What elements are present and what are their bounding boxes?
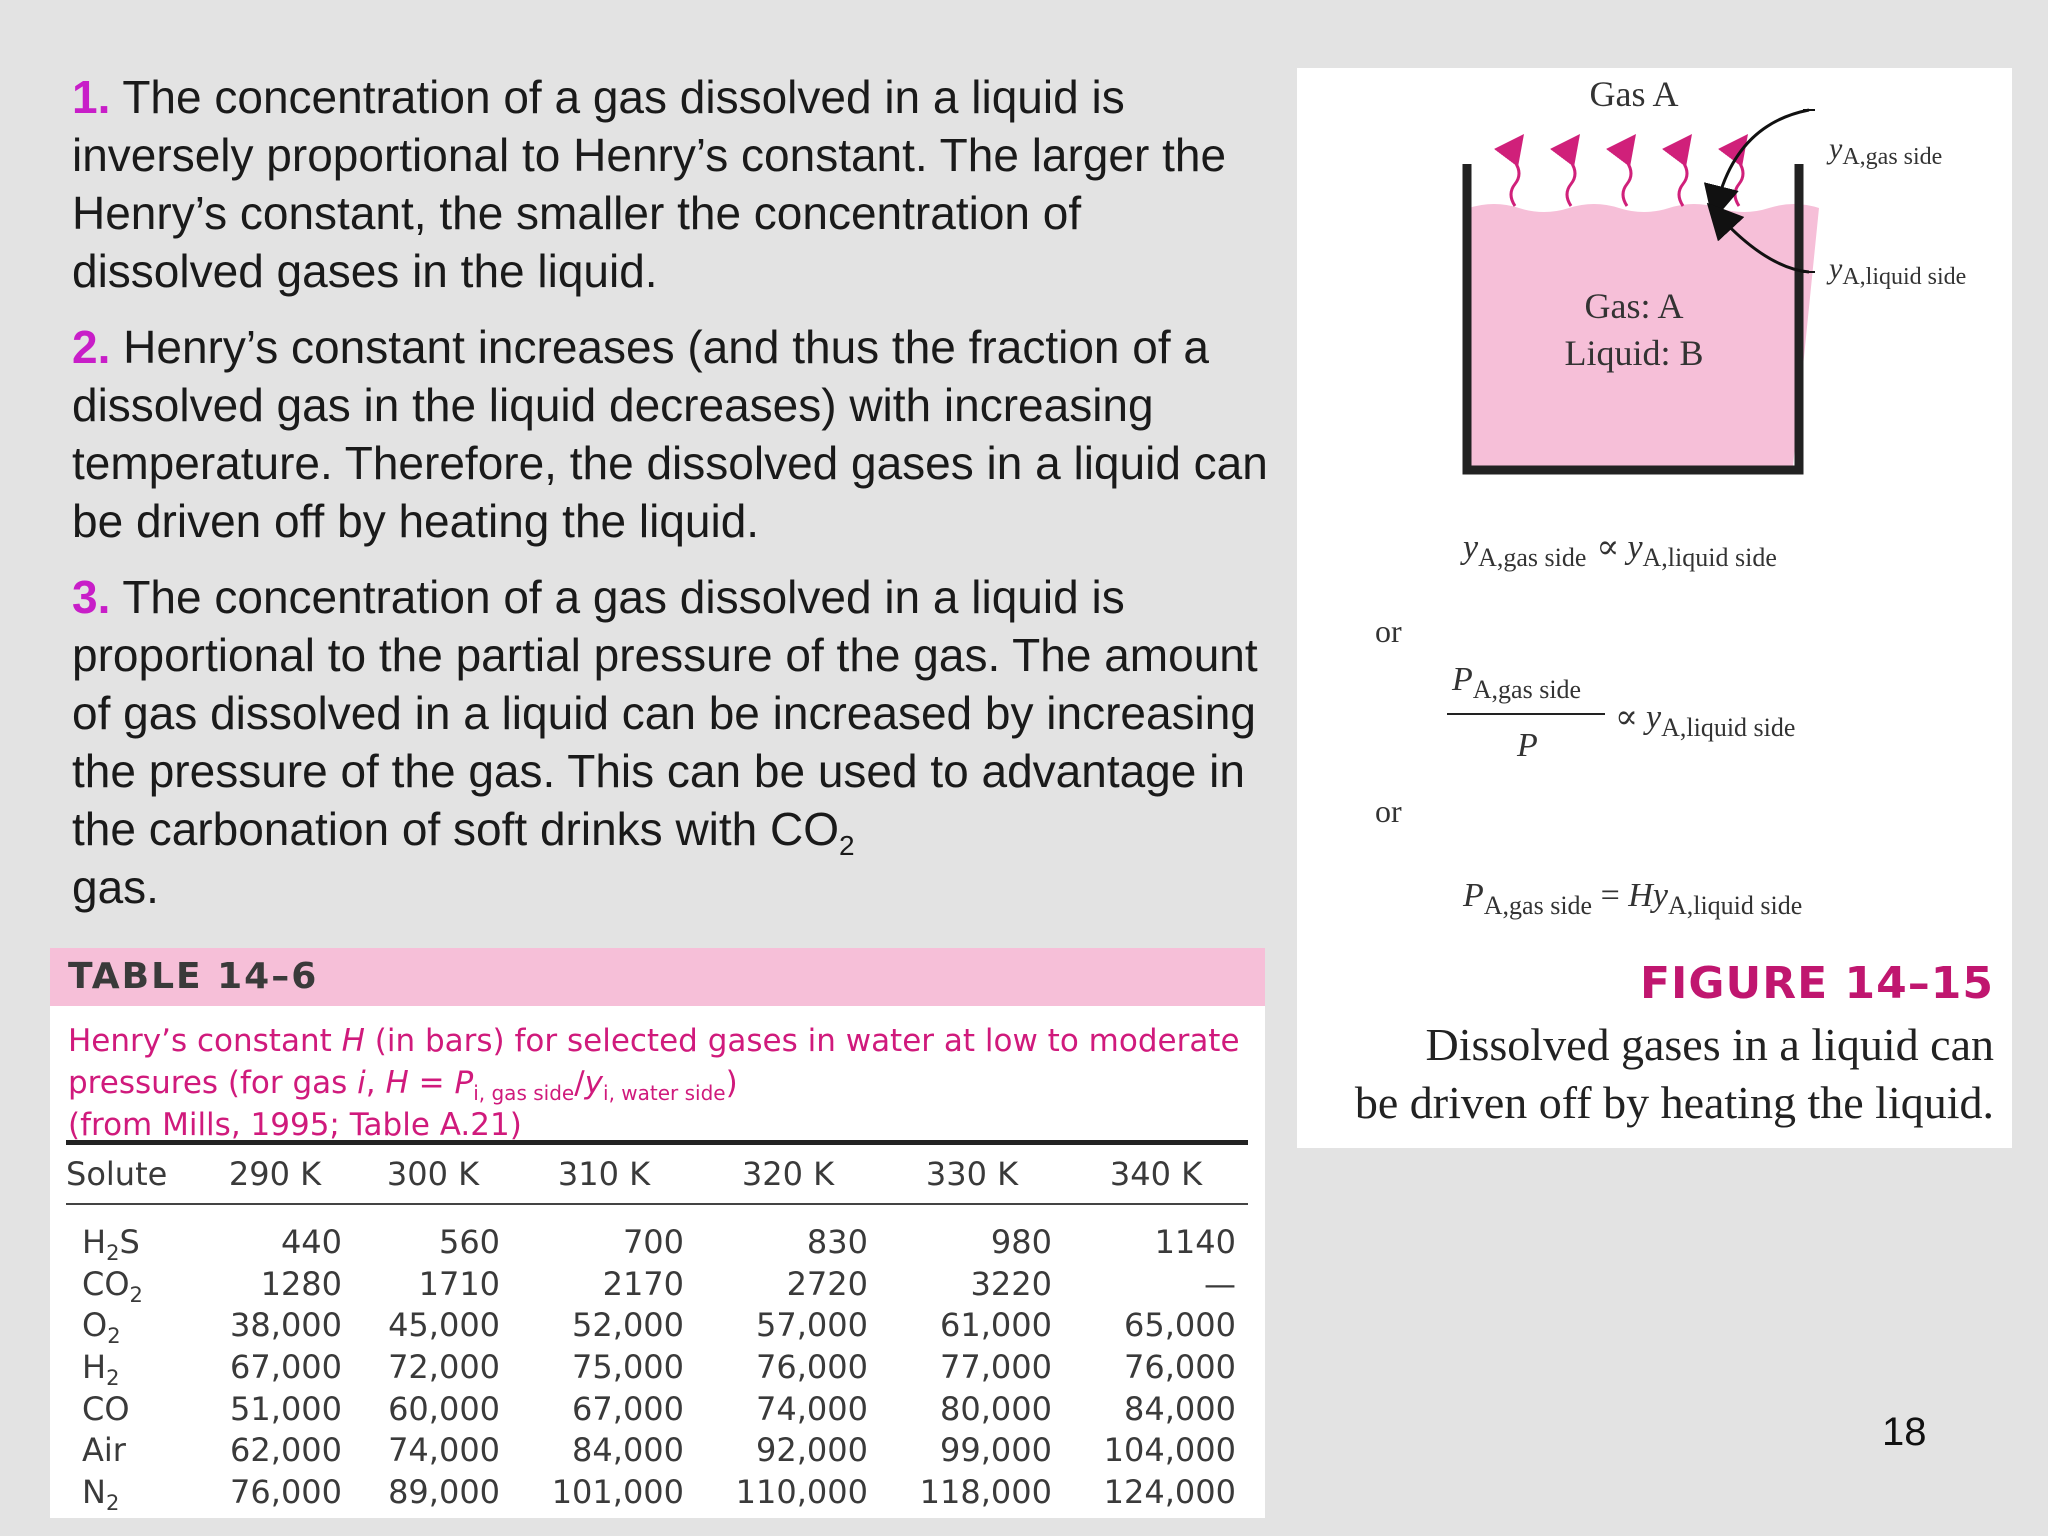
gas-arrow: [1511, 146, 1519, 206]
henry-table-panel: [50, 948, 1265, 1518]
caption-text: Henry’s constant: [68, 1023, 342, 1059]
statement-1: [72, 68, 1272, 300]
gas-side-label: $y_{A,gas side}$: [1829, 132, 1943, 170]
henry-value-cell: 2720: [786, 1264, 868, 1303]
caption-subscript: i, water side: [603, 1081, 726, 1105]
equation-2-numerator: $P_{A,gas side}$: [1452, 661, 1582, 704]
caption-line-1: [68, 1020, 1265, 1062]
figure-caption: [1294, 1016, 1994, 1132]
solute-name: [66, 1471, 196, 1513]
caption-text: /: [574, 1065, 585, 1101]
henry-value-cell: 67,000: [572, 1389, 685, 1428]
table-row: [66, 1204, 1248, 1263]
caption-text: ): [725, 1065, 738, 1101]
henry-value-cell: 61,000: [940, 1306, 1052, 1345]
solute-symbol-tail: S: [119, 1222, 140, 1261]
henry-value-cell: 118,000: [919, 1472, 1052, 1511]
henry-value-cell: 80,000: [940, 1389, 1052, 1428]
henry-value-cell: 76,000: [230, 1472, 343, 1511]
henry-value-cell: 84,000: [1124, 1389, 1236, 1428]
henry-value-cell: 77,000: [940, 1347, 1052, 1386]
henry-value-cell: 980: [990, 1222, 1052, 1261]
figure-title: FIGURE 14–15: [1640, 958, 1994, 1009]
statement-number: 2.: [72, 321, 111, 373]
henry-value-cell: 1710: [418, 1264, 501, 1303]
henry-value-cell: 1280: [260, 1264, 343, 1303]
caption-text: =: [408, 1065, 455, 1101]
henry-value-cell: 38,000: [230, 1306, 343, 1345]
solute-name: [66, 1263, 196, 1305]
henry-value-cell: 75,000: [572, 1347, 685, 1386]
column-header: 310 K: [557, 1155, 651, 1193]
table-row: [66, 1471, 1248, 1513]
statement-2: [72, 318, 1272, 550]
caption-subscript: i, gas side: [473, 1081, 575, 1105]
statement-3: [72, 568, 1272, 916]
column-header: 340 K: [1109, 1155, 1203, 1193]
henry-value-cell: 72,000: [388, 1347, 501, 1386]
table-body: [66, 1204, 1248, 1513]
solute-symbol: H: [82, 1347, 107, 1386]
solute-subscript: 2: [106, 1365, 120, 1390]
figure-panel: [1297, 68, 2012, 1148]
henry-value-cell: —: [1204, 1264, 1236, 1303]
equation-2-denominator: P: [1517, 727, 1538, 764]
henry-value-cell: 830: [806, 1222, 868, 1261]
henry-value-cell: 1140: [1154, 1222, 1236, 1261]
table-caption: [50, 1006, 1265, 1146]
solute-subscript: 2: [106, 1240, 120, 1265]
henry-value-cell: 60,000: [388, 1389, 501, 1428]
caption-text: pressures (for gas: [68, 1065, 358, 1101]
henry-value-cell: 3220: [970, 1264, 1052, 1303]
solute-name: [66, 1304, 196, 1349]
henry-value-cell: 76,000: [1124, 1347, 1236, 1386]
henry-value-cell: 104,000: [1103, 1431, 1236, 1470]
table-row: [66, 1346, 1248, 1388]
gas-arrow: [1679, 146, 1687, 206]
dissolved-gas-diagram: [1297, 68, 2012, 948]
henry-value-cell: 560: [438, 1222, 501, 1261]
solute-subscript: 2: [107, 1324, 121, 1349]
henry-value-cell: 700: [622, 1222, 685, 1261]
table-row: [66, 1388, 1248, 1430]
statement-number: 1.: [72, 71, 111, 123]
solute-symbol: Air: [82, 1431, 126, 1470]
solute-name: [66, 1429, 196, 1471]
henry-value-cell: 65,000: [1124, 1306, 1236, 1345]
caption-line-3: (from Mills, 1995; Table A.21): [68, 1107, 522, 1143]
solute-symbol: N: [82, 1472, 106, 1511]
co2-subscript: 2: [839, 830, 855, 861]
table-row: [66, 1429, 1248, 1471]
henry-value-cell: 101,000: [551, 1472, 685, 1511]
henry-value-cell: 45,000: [388, 1306, 501, 1345]
henry-value-cell: 51,000: [230, 1389, 343, 1428]
statement-text: Henry’s constant increases (and thus the fraction of a dissolved gas in the liquid decreases) with increasing temperature. Therefore, the dissolved gases in a liquid can be driven off by heating the liquid.: [72, 321, 1268, 547]
table-header-row: [66, 1143, 1248, 1205]
column-header: 290 K: [228, 1155, 322, 1193]
solute-name: [66, 1388, 196, 1430]
henry-value-cell: 440: [280, 1222, 343, 1261]
henry-value-cell: 110,000: [735, 1472, 868, 1511]
henry-value-cell: 89,000: [388, 1472, 501, 1511]
henry-value-cell: 74,000: [388, 1431, 501, 1470]
statements: [72, 68, 1272, 934]
column-header: 330 K: [925, 1155, 1019, 1193]
solute-symbol: O: [82, 1306, 108, 1345]
equation-2-rhs: ∝ $y_{A,liquid side}$: [1615, 699, 1796, 742]
henry-value-cell: 67,000: [230, 1347, 343, 1386]
table-row: [66, 1263, 1248, 1305]
equation-3: $P_{A,gas side} = Hy_{A,liquid side}$: [1463, 877, 1803, 920]
or-label: or: [1375, 793, 1402, 829]
caption-text: ,: [365, 1065, 386, 1101]
solute-name: [66, 1346, 196, 1388]
henry-constant-table: [66, 1140, 1248, 1513]
caption-variable: i: [357, 1065, 366, 1101]
statement-tail: gas.: [72, 861, 159, 913]
henry-value-cell: 99,000: [940, 1431, 1052, 1470]
container-label-gas: Gas: A: [1584, 286, 1684, 326]
column-header: 320 K: [741, 1155, 835, 1193]
gas-a-label: Gas A: [1589, 74, 1679, 114]
figure-caption-line-2: be driven off by heating the liquid.: [1354, 1077, 1994, 1128]
henry-value-cell: 74,000: [756, 1389, 868, 1428]
column-header: Solute: [66, 1155, 168, 1193]
henry-value-cell: 124,000: [1103, 1472, 1236, 1511]
solute-subscript: 2: [105, 1490, 120, 1515]
solute-name: [66, 1204, 196, 1263]
solute-symbol: CO: [82, 1389, 130, 1428]
container-label-liquid: Liquid: B: [1564, 333, 1704, 373]
solute-symbol: CO: [82, 1264, 130, 1303]
caption-variable: H: [341, 1023, 365, 1059]
gas-arrow: [1623, 146, 1631, 206]
column-header: 300 K: [386, 1155, 480, 1193]
henry-value-cell: 57,000: [756, 1306, 868, 1345]
caption-variable: y: [584, 1065, 604, 1101]
equation-1: $y_{A,gas side} \propto y_{A,liquid side}$: [1463, 529, 1777, 572]
liquid-side-label: $y_{A,liquid side}$: [1829, 252, 1967, 290]
gas-arrow: [1567, 146, 1575, 206]
henry-value-cell: 52,000: [572, 1306, 685, 1345]
or-label: or: [1375, 613, 1402, 649]
caption-line-2: [68, 1062, 1265, 1104]
statement-text: The concentration of a gas dissolved in a liquid is inversely proportional to Henry’s constant. The larger the Henry’s constant, the smaller the concentration of dissolved gases in the liquid.: [72, 71, 1227, 297]
table-row: [66, 1304, 1248, 1346]
caption-text: (in bars) for selected gases in water at low to moderate: [364, 1023, 1240, 1059]
henry-value-cell: 2170: [602, 1264, 685, 1303]
escaping-gas-arrows: [1511, 146, 1743, 206]
henry-value-cell: 62,000: [230, 1431, 343, 1470]
figure-caption-line-1: Dissolved gases in a liquid can: [1425, 1019, 1994, 1070]
henry-value-cell: 84,000: [572, 1431, 685, 1470]
henry-value-cell: 92,000: [756, 1431, 868, 1470]
table-heading: TABLE 14–6: [50, 948, 1265, 1006]
caption-variable: H: [385, 1065, 409, 1101]
slide-number: 18: [1882, 1410, 1927, 1454]
henry-value-cell: 76,000: [756, 1347, 868, 1386]
statement-text: The concentration of a gas dissolved in a liquid is proportional to the partial pressure of the gas. The amount of gas dissolved in a liquid can be increased by increasing the pressure of the gas. This can be used to advantage in the carbonation of soft drinks with CO: [72, 571, 1258, 855]
solute-symbol: H: [82, 1222, 107, 1261]
caption-variable: P: [454, 1065, 474, 1101]
statement-number: 3.: [72, 571, 111, 623]
solute-subscript: 2: [129, 1282, 143, 1307]
